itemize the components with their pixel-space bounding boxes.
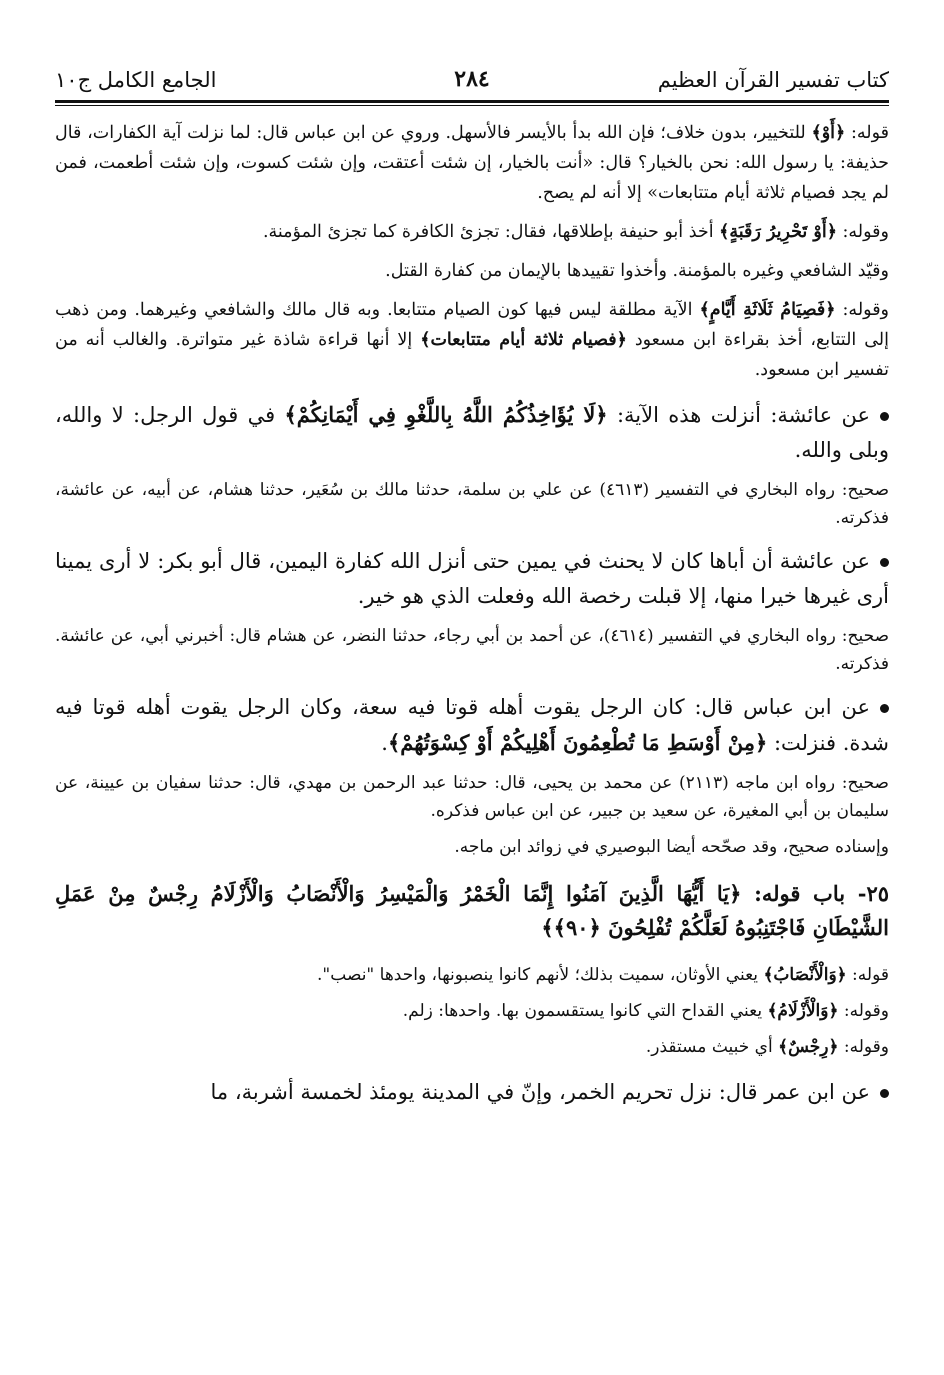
source-note [55, 961, 889, 989]
text-run: قوله: [845, 123, 889, 143]
text-run: عن عائشة: أنزلت هذه الآية: [607, 403, 871, 427]
text-run: للتخيير، بدون خلاف؛ فإن الله بدأ بالأيسر فالأسهل. وروي عن ابن عباس قال: لما نزلت آية الكفارات، قال حذيفة: يا رسول الله: نحن بالخيار؟ قال: «أنت بالخيار، إن شئت أعتقت، وإن شئت كسوت، وإن شئت أطعمت، فمن لم يجد فصيام ثلاثة أيام متتابعات» إلا أنه لم يصح. [55, 123, 889, 203]
hadith-paragraph [55, 544, 889, 614]
quran-quote: ﴿لَا يُؤَاخِذُكُمُ اللَّهُ بِاللَّغْوِ فِي أَيْمَانِكُمْ﴾ [284, 402, 608, 427]
text-run: وقوله: [838, 1001, 889, 1021]
text-run: يعني القداح التي كانوا يستقسمون بها. واحدها: زلم. [402, 1001, 768, 1021]
quran-quote: ﴿فصيام ثلاثة أيام متتابعات﴾ [420, 330, 627, 350]
text-run: في قول الرجل: لا والله، وبلى والله. [55, 403, 889, 462]
text-run: صحيح: رواه البخاري في التفسير (٤٦١٣) عن علي بن سلمة، حدثنا مالك بن سُعَير، حدثنا هشام، عن أبيه، عن عائشة، فذكرته. [55, 480, 890, 528]
text-run: وقوله: [838, 1037, 889, 1057]
source-note [55, 476, 889, 532]
header-rule [55, 100, 889, 103]
text-run: عن عائشة أن أباها كان لا يحنث في يمين حتى أنزل الله كفارة اليمين، قال أبو بكر: لا أرى يمينا أرى غيرها خيرا منها، إلا قبلت رخصة الله وفعلت الذي هو خير. [55, 549, 889, 608]
quran-quote: ﴿يَا أَيُّهَا الَّذِينَ آمَنُوا إِنَّمَا الْخَمْرُ وَالْمَيْسِرُ وَالْأَنْصَابُ وَالْأَزْلَامُ رِجْسٌ مِنْ عَمَلِ الشَّيْطَانِ فَاجْتَنِبُوهُ لَعَلَّكُمْ تُفْلِحُونَ ﴿٩٠﴾﴾ [55, 881, 889, 940]
text-run: إلا أنها قراءة شاذة غير متواترة. والغالب أنه من تفسير ابن مسعود. [55, 330, 889, 380]
quran-quote: ﴿أَوْ﴾ [811, 123, 846, 143]
text-run: صحيح: رواه ابن ماجه (٢١١٣) عن محمد بن يحيى، قال: حدثنا عبد الرحمن بن مهدي، قال: حدثنا سفيان بن عيينة، عن سليمان بن أبي المغيرة، عن سعيد بن جبير، عن ابن عباس فذكره. [55, 773, 889, 821]
bullet-icon [880, 704, 889, 713]
hadith-paragraph [55, 690, 889, 761]
bullet-icon [880, 412, 889, 421]
text-run: أخذ أبو حنيفة بإطلاقها، فقال: تجزئ الكافرة كما تجزئ المؤمنة. [262, 222, 720, 242]
bullet-icon [880, 1089, 889, 1098]
text-run: وإسناده صحيح، وقد صحّحه أيضا البوصيري في زوائد ابن ماجه. [454, 837, 889, 857]
page [55, 62, 889, 1118]
quran-quote: ﴿أَوْ تَحْرِيرُ رَقَبَةٍ﴾ [719, 222, 837, 242]
quran-quote: ﴿رِجْسٌ﴾ [778, 1037, 839, 1057]
page-number: ٢٨٤ [454, 66, 490, 92]
commentary-paragraph [55, 118, 889, 208]
running-header [55, 62, 889, 96]
source-note [55, 769, 889, 825]
header-rule-thin [55, 105, 889, 106]
quran-quote: ﴿مِنْ أَوْسَطِ مَا تُطْعِمُونَ أَهْلِيكُمْ أَوْ كِسْوَتُهُمْ﴾ [387, 730, 768, 755]
text-run: قوله: [846, 965, 889, 985]
page-body [55, 118, 889, 1110]
text-run: الآية مطلقة ليس فيها كون الصيام متتابعا. وبه قال مالك والشافعي وغيرهما. ومن ذهب إلى التتابع، أخذ بقراءة ابن مسعود [55, 300, 889, 350]
source-note [55, 997, 889, 1025]
text-run: عن ابن عمر قال: نزل تحريم الخمر، وإنّ في المدينة يومئذ لخمسة أشربة، ما [210, 1080, 870, 1104]
text-run: عن ابن عباس قال: كان الرجل يقوت أهله قوتا فيه سعة، وكان الرجل يقوت أهله قوتا فيه شدة. فنزلت: [55, 695, 889, 755]
source-note [55, 622, 889, 678]
text-run: وقوله: [835, 300, 890, 320]
source-note [55, 833, 889, 861]
commentary-paragraph [55, 256, 889, 286]
text-run: صحيح: رواه البخاري في التفسير (٤٦١٤)، عن أحمد بن أبي رجاء، حدثنا النضر، عن هشام قال: أخبرني أبي، عن عائشة. فذكرته. [55, 626, 889, 674]
text-run: ٢٥- باب قوله: [741, 881, 889, 906]
hadith-paragraph [55, 1075, 889, 1110]
book-title: كتاب تفسير القرآن العظيم [657, 68, 889, 92]
commentary-paragraph [55, 295, 889, 385]
text-run: يعني الأوثان، سميت بذلك؛ لأنهم كانوا ينصبونها، واحدها "نصب". [317, 965, 764, 985]
text-run: وقيّد الشافعي وغيره بالمؤمنة. وأخذوا تقييدها بالإيمان من كفارة القتل. [385, 261, 889, 281]
chapter-heading [55, 877, 889, 945]
quran-quote: ﴿وَالْأَنْصَابُ﴾ [763, 965, 847, 985]
quran-quote: ﴿فَصِيَامُ ثَلَاثَةِ أَيَّامٍ﴾ [699, 300, 836, 320]
text-run: . [381, 731, 388, 755]
commentary-paragraph [55, 217, 889, 247]
quran-quote: ﴿وَالْأَزْلَامُ﴾ [767, 1001, 839, 1021]
source-note [55, 1033, 889, 1061]
text-run: وقوله: [836, 222, 889, 242]
bullet-icon [880, 558, 889, 567]
volume-title: الجامع الكامل ج١٠ [55, 68, 217, 92]
text-run: أي خبيث مستقذر. [645, 1037, 779, 1057]
hadith-paragraph [55, 397, 889, 468]
